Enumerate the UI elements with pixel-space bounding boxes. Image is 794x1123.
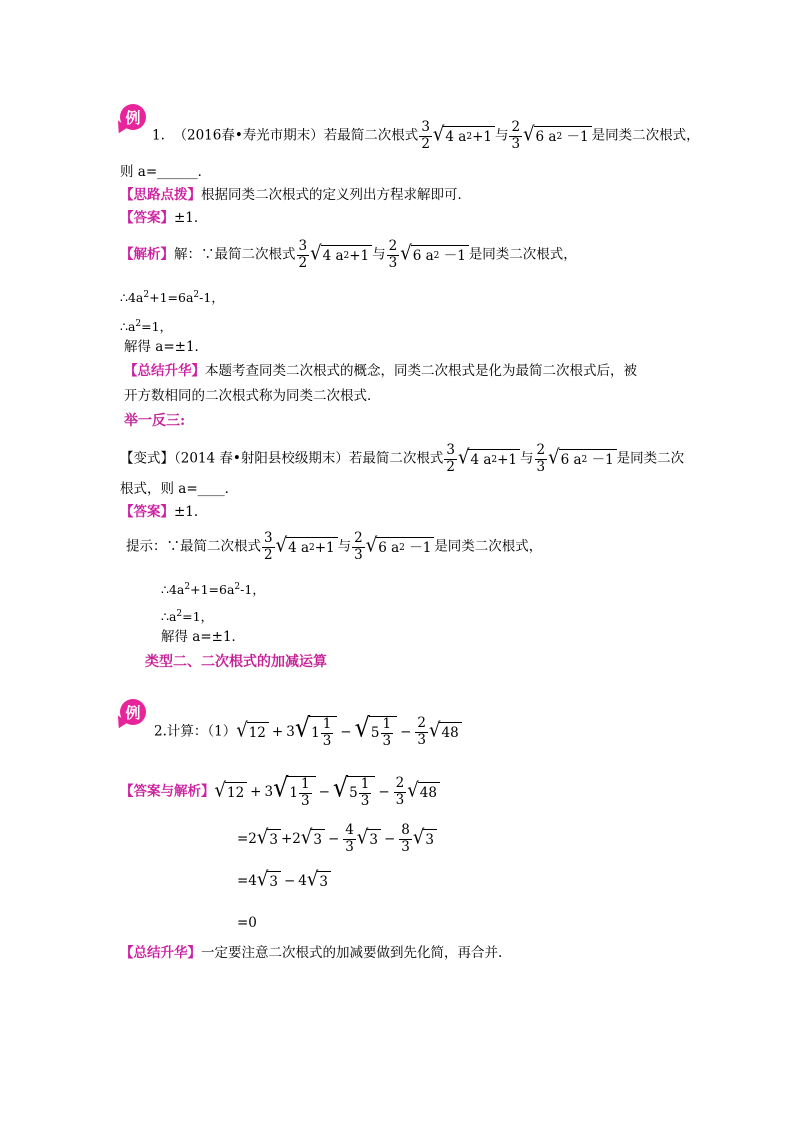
example-2-statement: 2.计算：（1） √ 12 + 3 √ 1 $\frac{1}{3}$ − √ 5 $\frac{1}{3}$ − $\frac{2}{3}$ √ 48 (154, 716, 462, 748)
example-badge-1: 例 (120, 104, 146, 130)
answer-analysis-line: 【答案与解析】 √ 12 + 3 √ 1 $\frac{1}{3}$ − √ 5 $\frac{1}{3}$ − $\frac{2}{3}$ √ 48 (120, 776, 440, 808)
variant-statement: 【变式】（2014 春•射阳县校级期末）若最简二次根式 $\frac{3}{2}$ √ 4 a 2 +1 与 $\frac{2}{3}$ √ 6 a 2 －1 是同类二次 (120, 442, 685, 475)
summary-1-line-1: 【总结升华】本题考查同类二次根式的概念，同类二次根式是化为最简二次根式后，被 (124, 363, 637, 379)
example-1-blank: 则 a=______． (120, 164, 212, 180)
tip-step-3: 解得 a=±1． (161, 629, 246, 645)
analysis-step-2: $\therefore a^2=1$， (120, 319, 173, 335)
tip-line: 提示：∵最简二次根式 $\frac{3}{2}$ √ 4 a 2 +1 与 $\frac{2}{3}$ √ 6 a 2 －1 是同类二次根式， (126, 530, 543, 563)
analysis-step-1: $\therefore 4a^2+1=6a^2-1$， (120, 290, 224, 306)
section-title: 类型二、二次根式的加减运算 (145, 654, 327, 670)
calc-step-3: =0 (237, 915, 257, 931)
analysis-step-3: 解得 a=±1． (124, 339, 209, 355)
hint-line: 【思路点拨】根据同类二次根式的定义列出方程求解即可． (120, 187, 471, 203)
tip-step-2: $\therefore a^2=1$， (161, 609, 214, 625)
variant-blank: 根式，则 a=____． (120, 481, 239, 497)
summary-2-line: 【总结升华】一定要注意二次根式的加减要做到先化简，再合并. (120, 945, 503, 961)
answer-2-line: 【答案】±1. (120, 504, 199, 520)
calc-step-1: =2 √ 3 +2 √ 3 − $\frac{4}{3}$ √ 3 − $\frac{8}{3}$ √ 3 (237, 824, 437, 854)
summary-1-line-2: 开方数相同的二次根式称为同类二次根式． (124, 388, 381, 404)
tip-step-1: $\therefore 4a^2+1=6a^2-1$， (161, 582, 265, 598)
example-badge-2: 例 (120, 699, 146, 725)
math-expression: $\frac{3}{2}$ √ 4 a 2 +1 (418, 121, 495, 151)
calc-step-2: =4 √ 3 − 4 √ 3 (237, 871, 331, 891)
example-1-statement: 1. （2016春•寿光市期末）若最简二次根式 $\frac{3}{2}$ √ 4 a 2 +1 与 $\frac{2}{3}$ √ 6 a 2 －1 是同类二次根式， (152, 119, 700, 152)
practice-title: 举一反三: (124, 413, 186, 429)
analysis-line: 【解析】解：∵最简二次根式 $\frac{3}{2}$ √ 4 a 2 +1 与 $\frac{2}{3}$ √ 6 a 2 －1 是同类二次根式， (120, 238, 577, 271)
answer-1-line: 【答案】±1． (120, 210, 208, 226)
